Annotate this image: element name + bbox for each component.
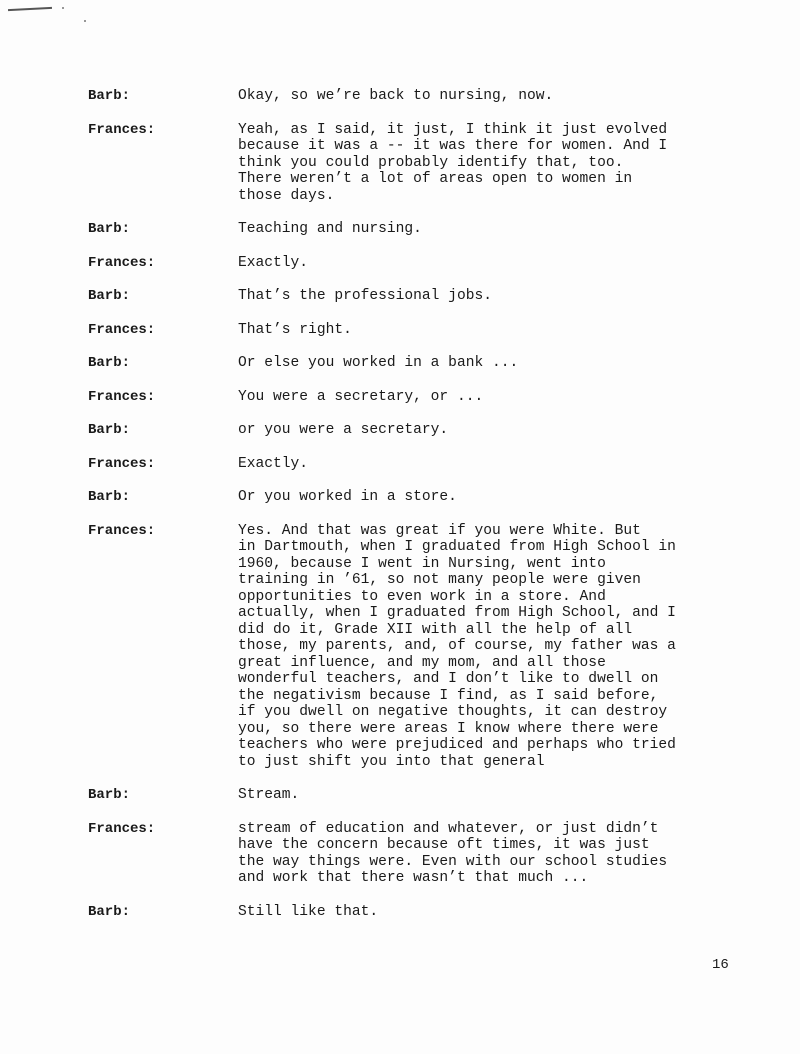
speech-text: stream of education and whatever, or just didn’t have the concern because oft times, it was just the way things were. Even with our school studies and work that there wasn’t that much ... [238, 820, 668, 886]
speech-text: That’s the professional jobs. [238, 288, 492, 304]
transcript-entry [0, 523, 800, 771]
transcript [0, 88, 800, 937]
transcript-entry [0, 821, 800, 887]
page-number: 16 [712, 957, 729, 973]
speech-text: Stream. [238, 787, 300, 803]
speech-text: That’s right. [238, 321, 352, 338]
speaker-name: Frances: [88, 388, 156, 405]
speech-text: or you were a secretary. [238, 422, 449, 438]
speaker-name: Frances: [88, 254, 156, 271]
transcript-entry [0, 355, 800, 372]
speech-text: Yes. And that was great if you were White. But in Dartmouth, when I graduated from High School in 1960, because I went in Nursing, went into training in ’61, so not many people were given opportunities to even work in a store. And actually, when I graduated from High School, and I did do it, Grade XII with all the help of all those, my parents, and, of course, my father was a great influence, and my mom, and all those wonderful teachers, and I don’t like to dwell on the negativism because I find, as I said before, if you dwell on negative thoughts, it can destroy you, so there were areas I know where there were teachers who were prejudiced and perhaps who tried to just shift you into that general [238, 522, 676, 770]
transcript-entry [0, 221, 800, 238]
transcript-entry [0, 422, 800, 439]
speaker-name: Frances: [88, 455, 156, 472]
speech-text: Okay, so we’re back to nursing, now. [238, 88, 554, 104]
transcript-entry [0, 288, 800, 305]
speaker-name: Barb: [88, 903, 131, 920]
speaker-name: Barb: [88, 288, 131, 304]
scan-mark [8, 7, 52, 11]
speaker-name: Frances: [88, 321, 156, 338]
speech-text: Exactly. [238, 455, 309, 472]
speech-text: Or you worked in a store. [238, 489, 457, 505]
speech-text: Still like that. [238, 903, 379, 920]
speaker-name: Frances: [88, 121, 156, 138]
speaker-name: Barb: [88, 88, 131, 104]
transcript-entry [0, 456, 800, 473]
speaker-name: Barb: [88, 355, 131, 371]
transcript-entry [0, 255, 800, 272]
transcript-entry [0, 322, 800, 339]
speech-text: You were a secretary, or ... [238, 388, 484, 405]
transcript-entry [0, 88, 800, 105]
transcript-entry [0, 389, 800, 406]
speaker-name: Frances: [88, 820, 156, 837]
speaker-name: Barb: [88, 489, 131, 505]
transcript-entry [0, 904, 800, 921]
speaker-name: Barb: [88, 221, 131, 237]
scan-speck [84, 20, 86, 22]
speaker-name: Frances: [88, 522, 156, 539]
speaker-name: Barb: [88, 422, 131, 438]
transcript-entry [0, 489, 800, 506]
scan-speck [62, 7, 64, 9]
speech-text: Yeah, as I said, it just, I think it just evolved because it was a -- it was there for women. And I think you could probably identify that, too. There weren’t a lot of areas open to women in those days. [238, 121, 668, 204]
transcript-entry [0, 787, 800, 804]
speech-text: Teaching and nursing. [238, 221, 422, 237]
speech-text: Or else you worked in a bank ... [238, 355, 519, 371]
transcript-entry [0, 122, 800, 205]
speaker-name: Barb: [88, 787, 131, 803]
speech-text: Exactly. [238, 254, 309, 271]
